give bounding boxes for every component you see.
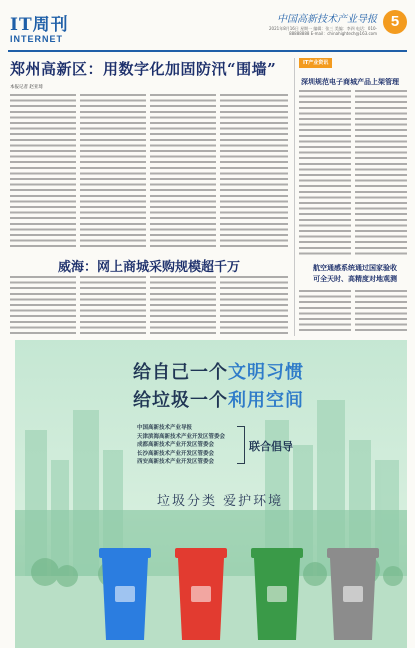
sidebar-item2-column-2 — [355, 290, 407, 334]
other-bin — [327, 548, 379, 640]
paper-name: 中国高新技术产业导报 — [277, 14, 377, 25]
section-title: IT周刊 — [10, 15, 69, 35]
article1-column-2 — [80, 94, 146, 250]
article1-column-1 — [10, 94, 76, 250]
article1-byline: 本报记者 赵亚琦 — [10, 85, 43, 90]
ad-bracket — [237, 426, 245, 464]
article2-column-1 — [10, 276, 76, 336]
article2-column-2 — [80, 276, 146, 336]
masthead-meta: 2021年8月16日 星期一 编辑：张三 美编：李四 电话：010-88888888 E-mail：chinahightech@163.com — [269, 26, 377, 36]
ad-org: 长沙高新技术产业开发区管委会 — [137, 450, 215, 457]
hazardous-bin — [175, 548, 227, 640]
ad-title-line1 — [133, 358, 304, 384]
ad-org: 中国高新技术产业导报 — [137, 425, 193, 431]
article1-headline: 郑州高新区：用数字化加固防汛“围墙” — [10, 60, 277, 78]
ad-union-label: 联合倡导 — [249, 440, 293, 453]
sidebar-item2-headline — [303, 262, 407, 284]
article1-column-4 — [220, 94, 288, 250]
garbage-sorting-ad — [15, 340, 407, 648]
article2-headline: 威海：网上商城采购规模超千万 — [58, 260, 241, 275]
sidebar-item1-column-2 — [355, 90, 407, 256]
ad-title1-highlight: 文明习惯 — [228, 362, 304, 383]
page-number-badge: 5 — [383, 10, 407, 34]
ad-org: 西安高新技术产业开发区管委会 — [137, 459, 215, 466]
recyclable-bin — [99, 548, 151, 640]
sidebar-item1-column-1 — [299, 90, 351, 256]
ad-org: 成都高新技术产业开发区管委会 — [137, 442, 215, 449]
ad-title1-prefix: 给自己一个 — [133, 362, 228, 383]
ad-organizations — [137, 424, 225, 467]
article1-column-3 — [150, 94, 216, 250]
sidebar-news — [294, 58, 407, 336]
sidebar-tag: IT产业资讯 — [299, 58, 332, 68]
ad-trash-bins — [15, 528, 407, 648]
article2-column-3 — [150, 276, 216, 336]
ad-title-line2 — [133, 386, 304, 412]
masthead — [8, 6, 407, 52]
sidebar-item2-column-1 — [299, 290, 351, 334]
article2-column-4 — [220, 276, 288, 336]
ad-title2-prefix: 给垃圾一个 — [133, 390, 228, 411]
ad-slogan: 垃圾分类 爱护环境 — [157, 494, 284, 509]
sidebar-item1-headline: 深圳规范电子商城产品上架管理 — [301, 77, 399, 86]
kitchen-bin — [251, 548, 303, 640]
sidebar-item2-headline-line1: 航空通感系统通过国家验收 — [313, 263, 397, 272]
sidebar-item2-headline-line2: 可全天时、高精度对地观测 — [313, 274, 397, 283]
ad-title2-highlight: 利用空间 — [228, 390, 304, 411]
ad-org: 天津滨海高新技术产业开发区管委会 — [137, 433, 226, 440]
section-subtitle: INTERNET — [10, 34, 63, 44]
